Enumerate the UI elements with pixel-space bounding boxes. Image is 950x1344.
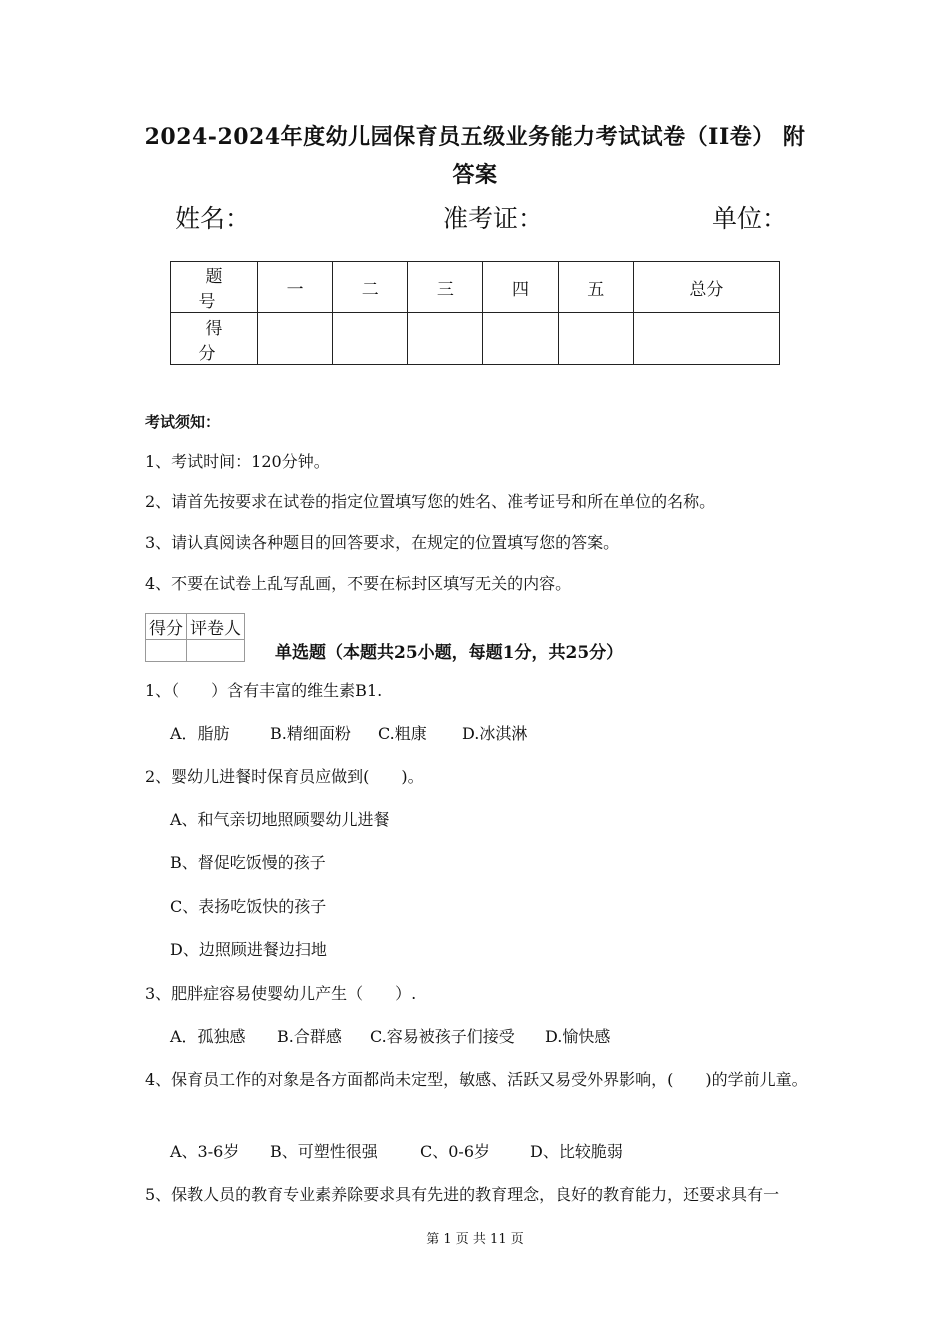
answer-option: A、3-6岁 [170, 1142, 240, 1161]
total-score-cell[interactable] [633, 313, 779, 365]
notice-item: 2、请首先按要求在试卷的指定位置填写您的姓名、准考证号和所在单位的名称。 [145, 492, 716, 511]
section-one-header: 一 [258, 262, 333, 313]
answer-option: B、可塑性很强 [270, 1142, 378, 1161]
question-stem: 2、婴幼儿进餐时保育员应做到( )。 [145, 767, 424, 786]
page-footer: 第 1 页 共 11 页 [426, 1232, 524, 1247]
score-table [170, 261, 780, 365]
question-stem: 1、（ ）含有丰富的维生素B1. [145, 681, 383, 700]
notice-heading: 考试须知： [145, 413, 221, 431]
answer-option: B.精细面粉 [270, 724, 351, 743]
question-stem: 4、保育员工作的对象是各方面都尚未定型，敏感、活跃又易受外界影响，( )的学前儿童。 [145, 1070, 808, 1089]
score-label: 得 分 [171, 313, 258, 365]
score-cell[interactable] [408, 313, 483, 365]
question-stem: 5、保教人员的教育专业素养除要求具有先进的教育理念，良好的教育能力，还要求具有一 [145, 1185, 780, 1204]
section-four-header: 四 [483, 262, 558, 313]
grader-score-label: 得分 [146, 614, 187, 640]
score-table-header-row [171, 262, 780, 313]
answer-option: D、比较脆弱 [530, 1142, 623, 1161]
question-stem: 3、肥胖症容易使婴幼儿产生（ ）. [145, 984, 417, 1003]
grader-name-cell[interactable] [187, 640, 245, 662]
answer-option: B、督促吃饭慢的孩子 [170, 853, 326, 872]
score-cell[interactable] [258, 313, 333, 365]
unit-label: 单位： [712, 204, 788, 233]
grader-box [145, 613, 245, 662]
notice-item: 1、考试时间：120分钟。 [145, 452, 330, 471]
notice-item: 4、不要在试卷上乱写乱画，不要在标封区填写无关的内容。 [145, 574, 572, 593]
score-cell[interactable] [333, 313, 408, 365]
notice-item: 3、请认真阅读各种题目的回答要求，在规定的位置填写您的答案。 [145, 533, 620, 552]
section-three-header: 三 [408, 262, 483, 313]
answer-option: A、和气亲切地照顾婴幼儿进餐 [170, 810, 390, 829]
grader-name-label: 评卷人 [187, 614, 245, 640]
answer-option: C.容易被孩子们接受 [370, 1027, 515, 1046]
total-score-header: 总分 [633, 262, 779, 313]
score-table-score-row [171, 313, 780, 365]
question-number-label: 题 号 [171, 262, 258, 313]
answer-option: D、边照顾进餐边扫地 [170, 940, 327, 959]
answer-option: C、0-6岁 [420, 1142, 491, 1161]
section-five-header: 五 [558, 262, 633, 313]
answer-option: B.合群感 [277, 1027, 342, 1046]
answer-option: C.粗康 [378, 724, 427, 743]
exam-id-label: 准考证： [443, 204, 544, 233]
grader-score-cell[interactable] [146, 640, 187, 662]
section-two-header: 二 [333, 262, 408, 313]
answer-option: A．脂肪 [170, 724, 230, 743]
answer-option: A．孤独感 [170, 1027, 246, 1046]
score-cell[interactable] [558, 313, 633, 365]
page-title: 2024-2024年度幼儿园保育员五级业务能力考试试卷（II卷） 附答案 [144, 124, 806, 188]
section-title: 单选题（本题共25小题，每题1分，共25分） [275, 643, 624, 663]
score-cell[interactable] [483, 313, 558, 365]
name-label: 姓名： [175, 204, 251, 233]
answer-option: C、表扬吃饭快的孩子 [170, 897, 327, 916]
answer-option: D.冰淇淋 [462, 724, 528, 743]
answer-option: D.愉快感 [545, 1027, 611, 1046]
